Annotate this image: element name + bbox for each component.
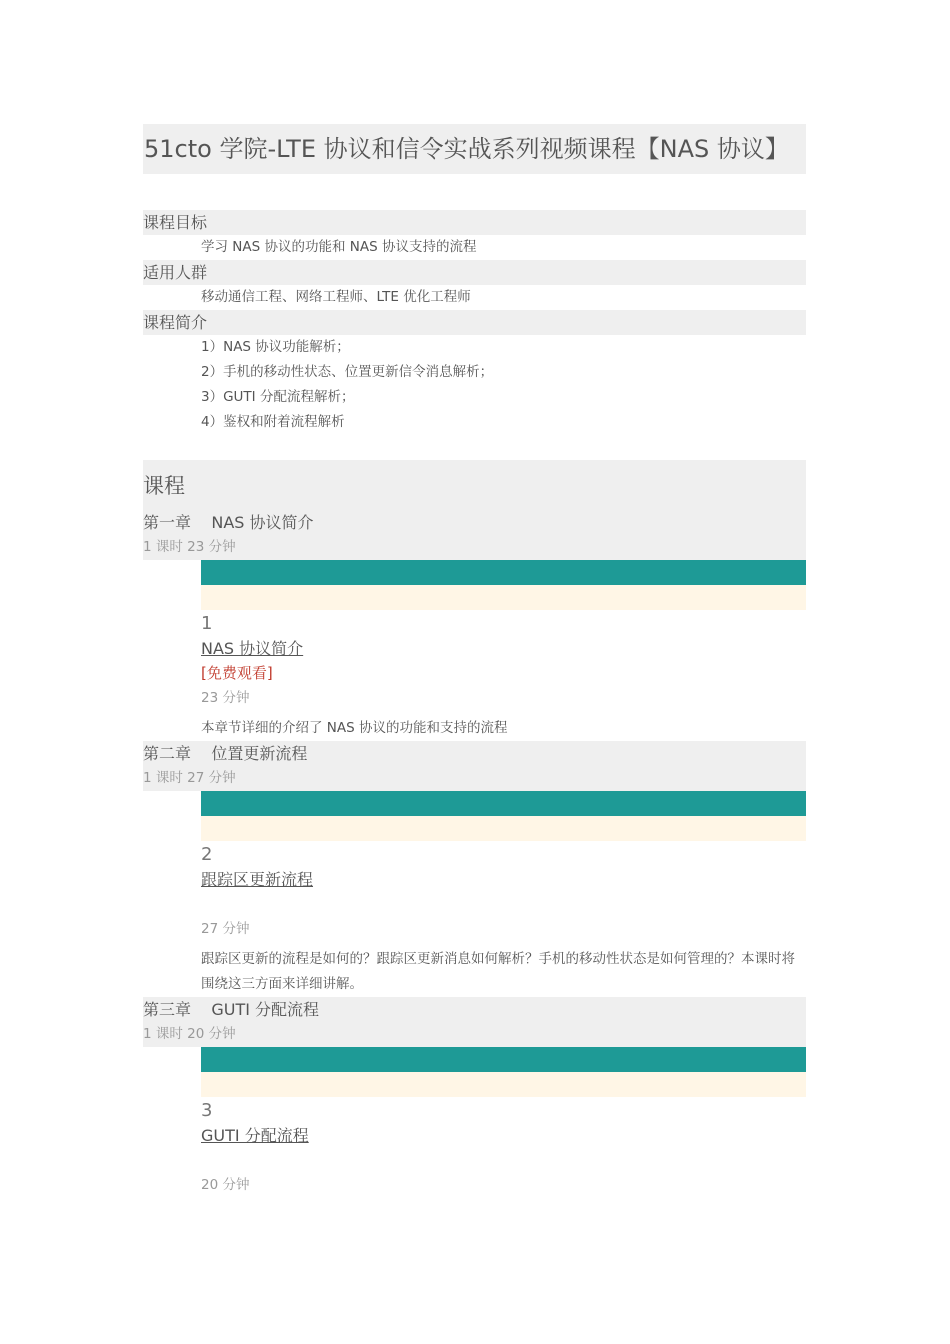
lesson-subheader-bar bbox=[201, 585, 806, 610]
lesson-link-text[interactable]: GUTI 分配流程 bbox=[201, 1126, 309, 1145]
lesson-link[interactable] bbox=[201, 636, 806, 661]
lesson-subheader-bar bbox=[201, 816, 806, 841]
lesson-subheader-bar bbox=[201, 1072, 806, 1097]
lesson-number: 2 bbox=[201, 844, 213, 865]
info-audience-line: 移动通信工程、网络工程师、LTE 优化工程师 bbox=[201, 289, 471, 305]
info-intro-line-4: 4）鉴权和附着流程解析 bbox=[201, 414, 345, 430]
lesson-number: 3 bbox=[201, 1100, 213, 1121]
info-intro-line-3: 3）GUTI 分配流程解析； bbox=[201, 389, 355, 405]
chapter-title: 第三章 GUTI 分配流程 bbox=[143, 997, 806, 1022]
free-watch-badge[interactable]: [免费观看] bbox=[201, 664, 273, 682]
document-page bbox=[143, 124, 806, 1198]
info-intro-line-1: 1）NAS 协议功能解析； bbox=[201, 339, 350, 355]
lesson-header-bar bbox=[201, 560, 806, 585]
lesson-item bbox=[201, 1047, 806, 1198]
info-heading-goal: 课程目标 bbox=[143, 210, 806, 235]
page-title: 51cto 学院-LTE 协议和信令实战系列视频课程【NAS 协议】 bbox=[143, 124, 806, 174]
lesson-description: 跟踪区更新的流程是如何的？跟踪区更新消息如何解析？手机的移动性状态是如何管理的？本课时将围绕这三方面来详细讲解。 bbox=[201, 951, 795, 992]
lesson-link-text[interactable]: 跟踪区更新流程 bbox=[201, 870, 314, 889]
info-heading-intro: 课程简介 bbox=[143, 310, 806, 335]
lesson-duration: 27 分钟 bbox=[201, 921, 250, 937]
lesson-description: 本章节详细的介绍了 NAS 协议的功能和支持的流程 bbox=[201, 720, 508, 736]
info-heading-audience: 适用人群 bbox=[143, 260, 806, 285]
lesson-item bbox=[201, 560, 806, 741]
lesson-duration: 20 分钟 bbox=[201, 1177, 250, 1193]
chapter-1 bbox=[143, 510, 806, 741]
lesson-link[interactable] bbox=[201, 867, 806, 892]
info-intro-line-2: 2）手机的移动性状态、位置更新信令消息解析； bbox=[201, 364, 494, 380]
free-watch-badge bbox=[201, 892, 806, 917]
chapter-title: 第一章 NAS 协议简介 bbox=[143, 510, 806, 535]
lesson-number: 1 bbox=[201, 613, 213, 634]
lesson-header-bar bbox=[201, 791, 806, 816]
lesson-item bbox=[201, 791, 806, 997]
lesson-link[interactable] bbox=[201, 1123, 806, 1148]
chapter-meta: 1 课时 27 分钟 bbox=[143, 766, 806, 791]
lesson-link-text[interactable]: NAS 协议简介 bbox=[201, 639, 304, 658]
lesson-header-bar bbox=[201, 1047, 806, 1072]
free-watch-badge bbox=[201, 1148, 806, 1173]
chapter-meta: 1 课时 20 分钟 bbox=[143, 1022, 806, 1047]
chapter-2 bbox=[143, 741, 806, 997]
lesson-duration: 23 分钟 bbox=[201, 690, 250, 706]
chapter-meta: 1 课时 23 分钟 bbox=[143, 535, 806, 560]
courses-heading: 课程 bbox=[143, 460, 806, 510]
course-info bbox=[143, 210, 806, 435]
chapter-3 bbox=[143, 997, 806, 1198]
chapter-title: 第二章 位置更新流程 bbox=[143, 741, 806, 766]
info-goal-line: 学习 NAS 协议的功能和 NAS 协议支持的流程 bbox=[201, 239, 477, 255]
